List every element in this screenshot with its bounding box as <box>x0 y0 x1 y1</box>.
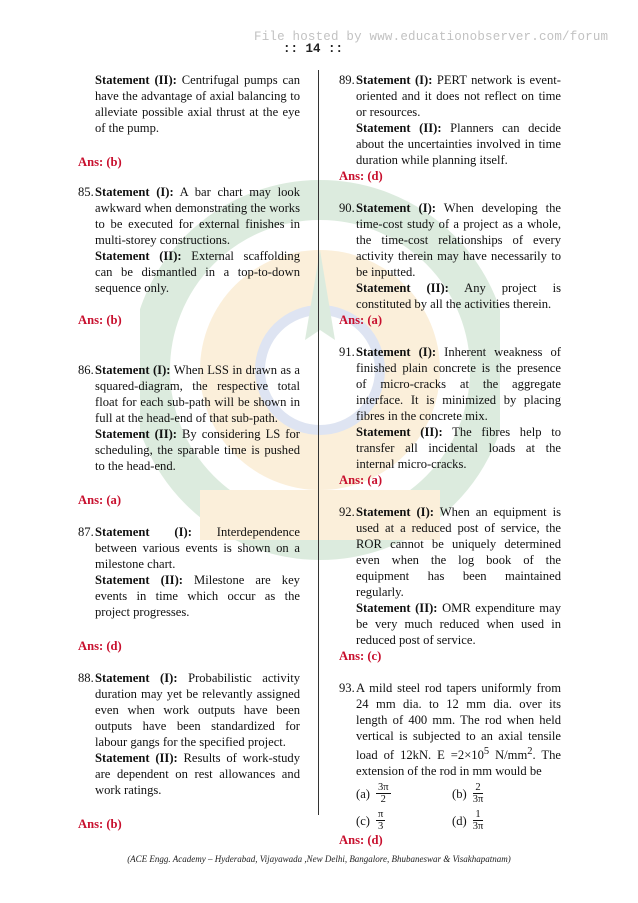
numerator: π <box>377 809 384 821</box>
option-label: (c) <box>356 813 370 828</box>
question-90 <box>339 200 561 312</box>
statement-label: Statement (II): <box>95 249 182 263</box>
statement-label: Statement (II): <box>356 121 442 135</box>
exponent: 5 <box>483 746 490 757</box>
option-label: (b) <box>452 786 467 801</box>
question-86 <box>78 362 300 474</box>
answer: Ans: (a) <box>78 493 122 507</box>
statement-label: Statement (II): <box>356 425 443 439</box>
statement-text: By considering LS for scheduling, the sparable time is pushed to the head-end. <box>95 427 300 473</box>
question-93 <box>339 680 561 832</box>
option-label: (d) <box>452 813 467 828</box>
right-column <box>339 72 561 848</box>
numerator: 3π <box>377 782 389 794</box>
question-91 <box>339 344 561 472</box>
question-number: 87. <box>78 525 94 539</box>
statement-label: Statement (II): <box>95 427 177 441</box>
answer: Ans: (a) <box>339 473 383 487</box>
answer: Ans: (c) <box>339 649 382 663</box>
statement-label: Statement (I): <box>356 345 437 359</box>
numerator: 1 <box>475 809 481 821</box>
statement-text: A bar chart may look awkward when demonstrating the works to be executed for external finishes in multi-storey constructions. <box>95 185 300 247</box>
statement-text: External scaffolding can be dismantled in a top-to-down sequence only. <box>95 249 300 295</box>
answer: Ans: (a) <box>339 313 383 327</box>
statement-text: Centrifugal pumps can have the advantage of axial balancing to alleviate possible axial thrust at the eye of the pump. <box>95 73 300 135</box>
question-number: 91. <box>339 345 355 359</box>
statement-text: When an equipment is used at a reduced post of service, the ROR cannot be uniquely determined even when the log book of the equipment has been maintained regularly. <box>356 505 562 599</box>
question-number: 90. <box>339 201 355 215</box>
answer: Ans: (b) <box>78 817 122 831</box>
statement-text: Planners can decide about the uncertainties involved in time duration while planning itself. <box>356 121 561 167</box>
option-d <box>452 809 548 832</box>
answer: Ans: (b) <box>78 313 122 327</box>
statement-label: Statement (II): <box>95 573 183 587</box>
statement-label: Statement (I): <box>356 201 436 215</box>
statement-label: Statement (II): <box>95 73 177 87</box>
statement-text: Any project is constituted by all the activities therein. <box>356 281 561 311</box>
statement-label: Statement (I): <box>356 505 434 519</box>
question-number: 93. <box>339 681 355 695</box>
option-b <box>452 782 548 805</box>
statement-text: Probabilistic activity duration may yet be relevantly assigned even when work outputs have been outputs have been standardized for labour gangs for the specified project. <box>95 671 300 749</box>
option-fraction <box>376 809 385 832</box>
statement-label: Statement (II): <box>356 281 449 295</box>
page-footer: (ACE Engg. Academy – Hyderabad, Vijayawada ,New Delhi, Bangalore, Bhubaneswar & Visakhapatnam) <box>127 854 511 864</box>
statement-text: Milestone are key events in time which occur as the project progresses. <box>95 573 300 619</box>
exponent: 2 <box>527 746 533 757</box>
question-85 <box>78 184 300 296</box>
answer-options <box>356 782 561 832</box>
question-number: 88. <box>78 671 94 685</box>
option-label: (a) <box>356 786 370 801</box>
option-c <box>356 809 452 832</box>
statement-text: OMR expenditure may be very much reduced when used in reduced post of service. <box>356 601 561 647</box>
column-divider <box>318 70 319 815</box>
statement-text: PERT network is event-oriented and it does not reflect on time or resources. <box>356 73 562 119</box>
question-88 <box>78 670 300 798</box>
statement-label: Statement (I): <box>356 73 433 87</box>
question-87 <box>78 524 300 620</box>
statement-label: Statement (I): <box>95 363 171 377</box>
denominator: 2 <box>380 794 386 806</box>
hosting-watermark: File hosted by www.educationobserver.com/forum <box>254 30 609 44</box>
question-89 <box>339 72 561 168</box>
statement-label: Statement (II): <box>356 601 438 615</box>
statement-text: When LSS in drawn as a squared-diagram, the respective total float for each sub-path will be shown in full at the head-end of that sub-path. <box>95 363 301 425</box>
question-text: A mild steel rod tapers uniformly from 24 mm dia. to 12 mm dia. over its length of 400 mm. The rod when held vertical is subjected to an axial tensile load of 12kN. E =2×10 <box>356 681 561 763</box>
answer: Ans: (d) <box>339 833 383 848</box>
statement-label: Statement (I): <box>95 525 192 539</box>
statement-text: The fibres help to transfer all incidental loads at the internal micro-cracks. <box>356 425 561 471</box>
statement-text: Inherent weakness of finished plain concrete is the presence of micro-cracks at the aggregate interface. It is minimized by placing fibres in the concrete mix. <box>356 345 561 423</box>
numerator: 2 <box>475 782 481 794</box>
left-column <box>78 72 300 832</box>
denominator: 3π <box>472 794 484 806</box>
question-number: 92. <box>339 505 355 519</box>
question-84-continuation <box>78 72 300 136</box>
page-number: :: 14 :: <box>283 42 344 56</box>
question-text: . The extension of the rod in mm would be <box>356 748 561 779</box>
question-92 <box>339 504 561 648</box>
option-fraction <box>473 782 484 805</box>
option-a <box>356 782 452 805</box>
statement-label: Statement (I): <box>95 671 178 685</box>
answer: Ans: (d) <box>78 639 122 653</box>
option-fraction <box>376 782 391 805</box>
statement-text: When developing the time-cost study of a project as a whole, the time-cost relationships of every activity therein may have necessarily to be inputted. <box>356 201 562 279</box>
question-number: 86. <box>78 363 94 377</box>
statement-label: Statement (II): <box>95 751 178 765</box>
statement-label: Statement (I): <box>95 185 174 199</box>
question-number: 85. <box>78 185 94 199</box>
question-text: N/mm <box>489 748 528 763</box>
option-fraction <box>473 809 484 832</box>
answer: Ans: (b) <box>78 155 122 169</box>
statement-text: Results of work-study are dependent on rest allowances and work ratings. <box>95 751 300 797</box>
denominator: 3π <box>472 821 484 833</box>
denominator: 3 <box>378 821 384 833</box>
statement-text: Interdependence between various events is shown on a milestone chart. <box>95 525 300 571</box>
question-number: 89. <box>339 73 355 87</box>
answer: Ans: (d) <box>339 169 383 183</box>
